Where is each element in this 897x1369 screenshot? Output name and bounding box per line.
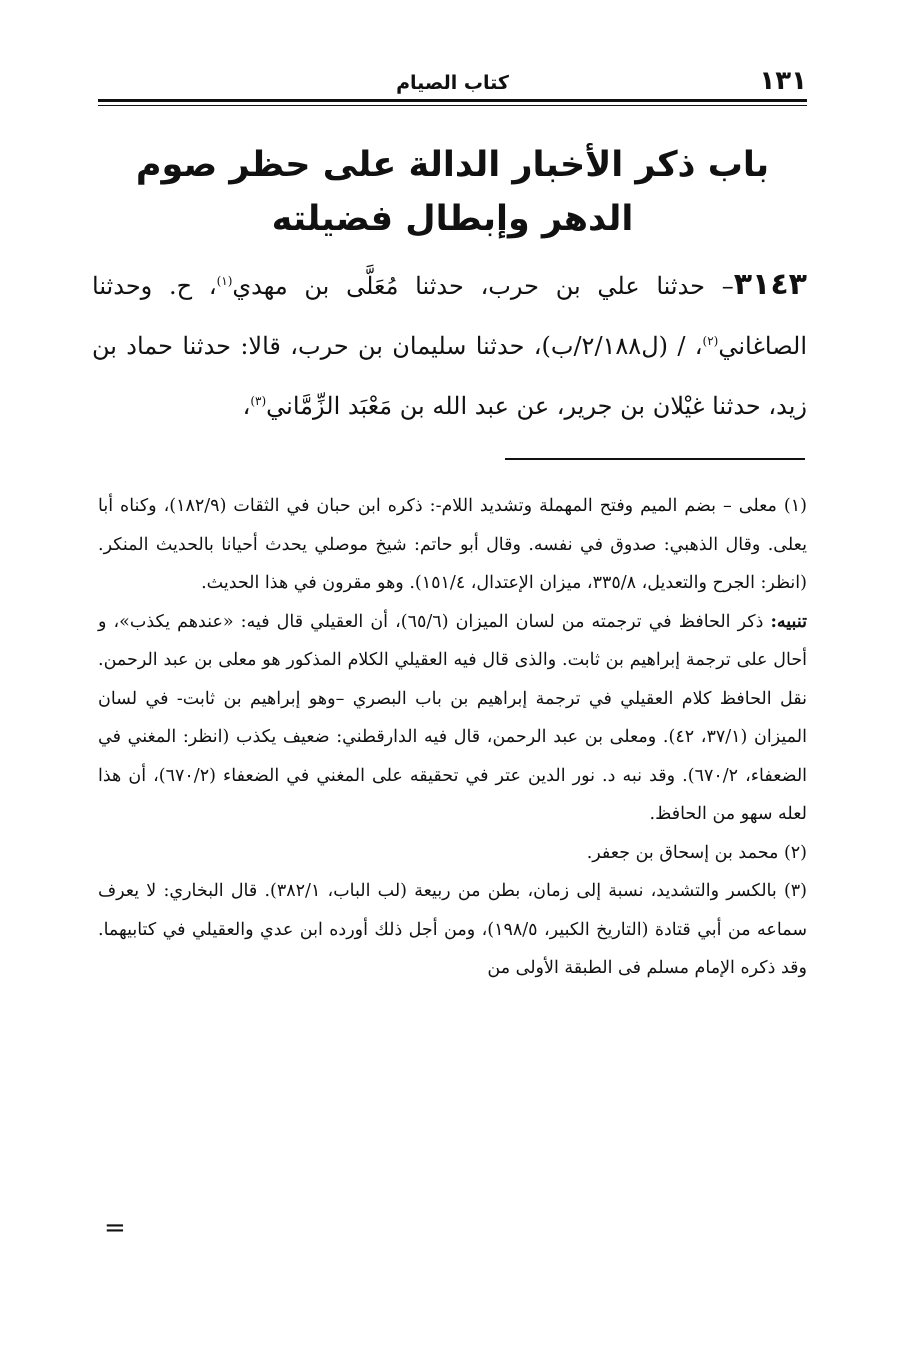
hadith-segment: ، ح. وحدثنا الصاغاني	[92, 272, 807, 360]
footnote-ref: (٢)	[702, 334, 719, 348]
footnote-1-note	[98, 603, 807, 834]
hadith-segment: – حدثنا علي بن حرب، حدثنا مُعَلَّى بن مهدي	[232, 272, 734, 300]
hadith-segment: ،	[242, 392, 251, 420]
footnote-marker: (١)	[783, 496, 807, 516]
hadith-number: ٣١٤٣	[733, 267, 807, 302]
page-number: ١٣١	[759, 66, 807, 96]
running-header	[98, 66, 807, 100]
footnote-2	[98, 834, 807, 873]
footnote-text: محمد بن إسحاق بن جعفر.	[586, 842, 779, 863]
running-title: كتاب الصيام	[396, 72, 509, 94]
footnote-marker: (٢)	[783, 842, 807, 863]
hadith-segment: ، / (ل٢/١٨٨/ب)، حدثنا سليمان بن حرب، قالا: حدثنا حماد بن زيد، حدثنا غيْلان بن جرير، عن عبد الله بن مَعْبَد الزِّمَّاني	[92, 332, 807, 420]
footnote-marker: (٣)	[783, 881, 807, 901]
header-rule-thin	[98, 105, 807, 106]
footnote-3	[98, 872, 807, 988]
footnote-ref: (١)	[216, 274, 233, 288]
footnote-text: بالكسر والتشديد، نسبة إلى زمان، بطن من ربيعة (لب الباب، ٣٨٢/١). قال البخاري: لا يعرف سماعه من أبي قتادة (التاريخ الكبير، ١٩٨/٥)، ومن أجل ذلك أورده ابن عدي والعقيلي في كتابيهما. وقد ذكره الإمام مسلم فى الطبقة الأولى من	[98, 881, 807, 978]
note-label: تنبيه:	[770, 611, 807, 632]
note-text: ذكر الحافظ في ترجمته من لسان الميزان (٦٥/٦)، أن العقيلي قال فيه: «عندهم يكذب»، و أحال على ترجمة إبراهيم بن ثابت. والذى قال فيه العقيلي الكلام المذكور هو معلى بن عبد الرحمن. نقل الحافظ كلام العقيلي في ترجمة إبراهيم بن باب البصري –وهو إبراهيم بن ثابت- في لسان الميزان (٣٧/١، ٤٢). ومعلى بن عبد الرحمن، قال فيه الدارقطني: ضعيف يكذب (انظر: المغني في الضعفاء، ٦٧٠/٢). وقد نبه د. نور الدين عتر في تحقيقه على المغني في الضعفاء (٦٧٠/٢)، أن هذا لعله سهو من الحافظ.	[98, 611, 808, 824]
footnote-1	[98, 487, 807, 603]
header-rule-thick	[98, 99, 807, 102]
footnote-text: معلى – بضم الميم وفتح المهملة وتشديد اللام-: ذكره ابن حبان في الثقات (١٨٢/٩)، وكناه أبا يعلى. وقال الذهبي: صدوق في نفسه. وقال أبو حاتم: شيخ موصلي يحدث أحيانا بالحديث المنكر. (انظر: الجرح والتعديل، ٣٣٥/٨، ميزان الإعتدال، ١٥١/٤). وهو مقرون في هذا الحديث.	[98, 496, 807, 593]
hadith-text	[92, 255, 807, 436]
continuation-mark: =	[104, 1213, 126, 1243]
footnote-ref: (٣)	[250, 394, 267, 408]
chapter-heading: باب ذكر الأخبار الدالة على حظر صوم الدهر وإبطال فضيلته	[135, 145, 770, 239]
footnotes	[98, 487, 807, 988]
footnote-separator	[505, 458, 805, 460]
